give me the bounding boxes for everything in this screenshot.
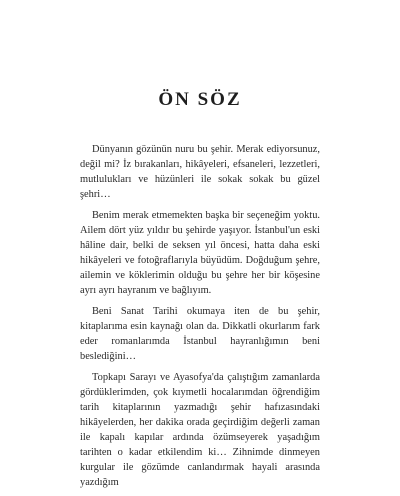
paragraph: Dünyanın gözünün nuru bu şehir. Merak ediyorsunuz, değil mi? İz bırakanları, hikâyeleri, efsaneleri, lezzetleri, mutlulukları ve hüzünleri ile sokak sokak bu güzel şehri… <box>80 144 320 200</box>
chapter-title: ÖN SÖZ <box>158 89 242 110</box>
paragraph: Topkapı Sarayı ve Ayasofya'da çalıştığım zamanlarda gördüklerimden, çok kıymetli hocalarımdan öğrendiğim tarih kitaplarının yazmadığı şehir hafızasındaki hikâyelerden, her dakika orada geçirdiğim değerli zaman ile kapalı kapılar ardında özümseyerek yaşadığım tarihten o kadar etkilendim ki… Zihnimde dinmeyen kurgular ile gözümde canlandırmak hayali arasında yazdığım <box>80 372 320 488</box>
paragraph: Benim merak etmemekten başka bir seçeneğim yoktu. Ailem dört yüz yıldır bu şehirde yaşıyor. İstanbul'un eski hâline dair, belki de seksen yıl öncesi, hatta daha eski hikâyeleri ve fotoğraflarıyla büyüdüm. Doğduğum şehre, ailemin ve köklerimin olduğu bu şehre her bir köşesine ayrı ayrı hayranım ve bağlıyım. <box>80 210 320 296</box>
paragraph: Beni Sanat Tarihi okumaya iten de bu şehir, kitaplarıma esin kaynağı olan da. Dikkatli okurlarım fark eder romanlarımda İstanbul hayranlığımın beni beslediğini… <box>80 306 320 362</box>
preface-body <box>80 142 320 496</box>
